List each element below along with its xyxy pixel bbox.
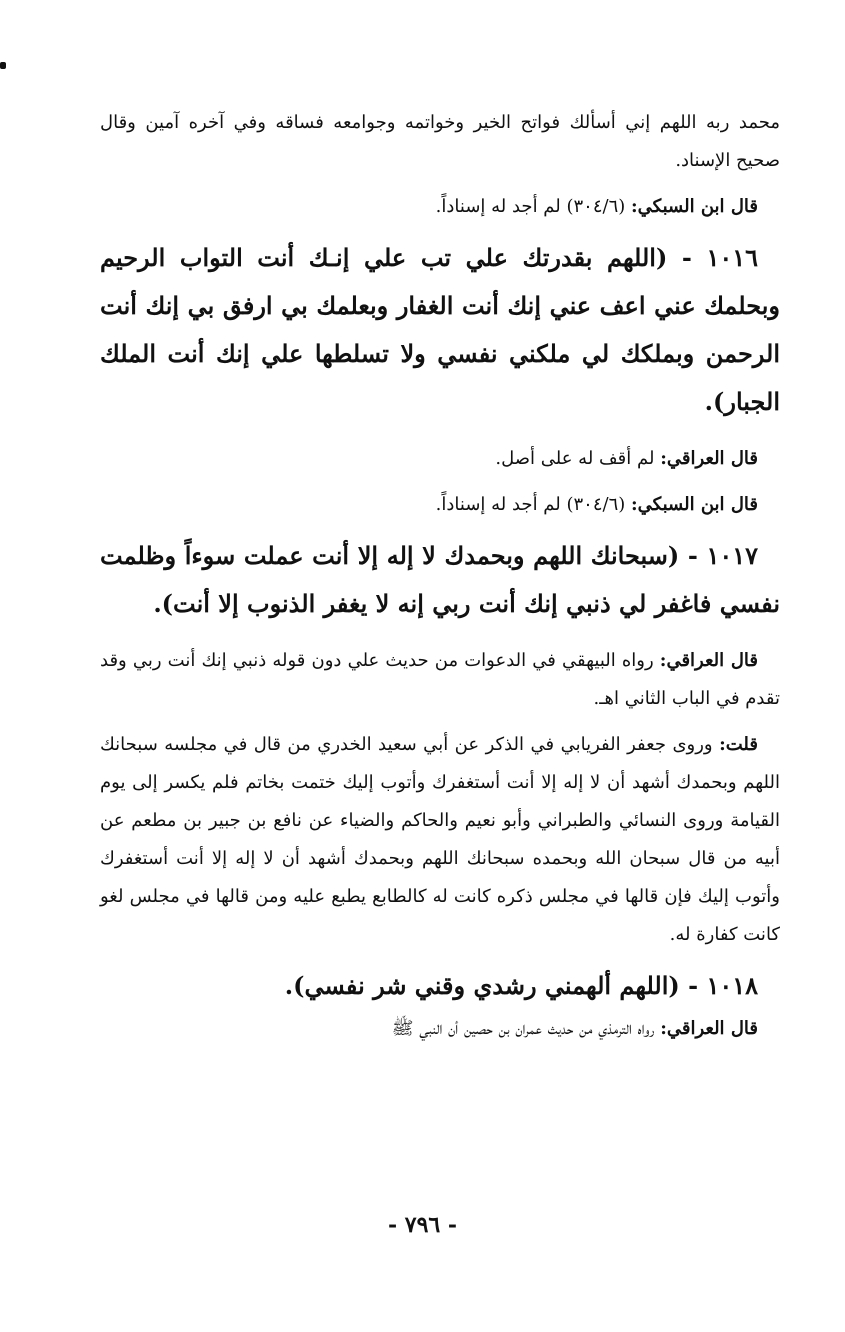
note-text: رواه الترمذي من حديث عمران بن حصين أن النبي ﷺ — [391, 1018, 655, 1039]
paragraph-note — [100, 1010, 780, 1048]
hadith-1016 — [100, 234, 780, 426]
note-label: قال ابن السبكي: — [631, 494, 758, 515]
note-label: قال العراقي: — [660, 1018, 758, 1039]
paragraph-note — [100, 486, 780, 524]
note-label: قلت: — [719, 734, 758, 755]
paragraph-note — [100, 188, 780, 226]
hadith-text: (اللهم بقدرتك علي تب علي إنـك أنت التواب الرحيم وبحلمك عني اعف عني إنك أنت الغفار وبعلمك بي ارفق بي إنك أنت الرحمن وبملكك لي ملكني نفسي ولا تسلطها علي إنك أنت الملك الجبار). — [100, 243, 780, 416]
margin-mark — [0, 62, 6, 69]
hadith-number: ١٠١٧ - — [687, 541, 758, 570]
note-text: رواه البيهقي في الدعوات من حديث علي دون قوله ذنبي إنك أنت ربي وقد تقدم في الباب الثاني اهـ. — [100, 650, 780, 709]
note-text: (٣٠٤/٦) لم أجد له إسناداً. — [435, 196, 626, 217]
hadith-text: (سبحانك اللهم وبحمدك لا إله إلا أنت عملت سوءاً وظلمت نفسي فاغفر لي ذنبي إنك أنت ربي إنه لا يغفر الذنوب إلا أنت). — [100, 541, 780, 618]
note-label: قال العراقي: — [659, 650, 758, 671]
note-text: لم أقف له على أصل. — [495, 448, 655, 469]
page-number: - ٧٩٦ - — [387, 1212, 458, 1238]
hadith-1017 — [100, 532, 780, 628]
paragraph-continuation — [100, 104, 780, 180]
hadith-text: (اللهم ألهمني رشدي وقني شر نفسي). — [284, 971, 680, 1000]
note-label: قال ابن السبكي: — [631, 196, 758, 217]
note-text: (٣٠٤/٦) لم أجد له إسناداً. — [435, 494, 626, 515]
paragraph-text: محمد ربه اللهم إني أسألك فواتح الخير وخواتمه وجوامعه فساقه وفي آخره آمين وقال صحيح الإسناد. — [100, 112, 780, 171]
page-body — [100, 104, 780, 1048]
note-text: وروى جعفر الفريابي في الذكر عن أبي سعيد الخدري من قال في مجلسه سبحانك اللهم وبحمدك أشهد أن لا إله إلا أنت أستغفرك وأتوب إليك ختمت بخاتم فلم يكسر إلى يوم القيامة وروى النسائي والطبراني وأبو نعيم والحاكم والضياء عن نافع بن جبير بن مطعم عن أبيه من قال سبحان الله وبحمده سبحانك اللهم وبحمدك أشهد أن لا إله إلا أنت أستغفرك وأتوب إليك فإن قالها في مجلس ذكره كانت له كالطابع يطبع عليه ومن قالها في مجلس لغو كانت كفارة له. — [100, 734, 780, 945]
hadith-1018 — [100, 962, 780, 1010]
hadith-number: ١٠١٦ - — [681, 243, 758, 272]
hadith-number: ١٠١٨ - — [688, 971, 758, 1000]
paragraph-note — [100, 642, 780, 718]
paragraph-commentary — [100, 726, 780, 954]
paragraph-note — [100, 440, 780, 478]
note-label: قال العراقي: — [660, 448, 758, 469]
